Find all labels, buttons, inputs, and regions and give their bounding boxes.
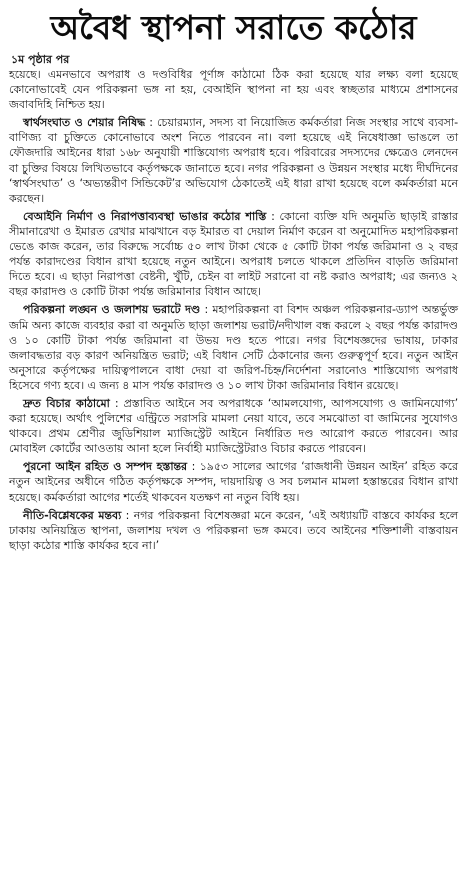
subheading: দ্রুত বিচার কাঠামো [23, 396, 110, 410]
article-paragraph [9, 459, 458, 504]
subheading: পুরনো আইন রহিত ও সম্পদ হস্তান্তর [23, 460, 188, 474]
article-paragraph [9, 67, 458, 112]
continuation-note: ১ম পৃষ্ঠার পর [11, 53, 70, 66]
paragraph-text: হয়েছে। এমনভাবে অপরাধ ও দণ্ডবিধির পূর্ণাঙ্গ কাঠামো ঠিক করা হয়েছে যার লক্ষ্য বলা হয়েছে কোনোভাবেই যেন পরিকল্পনা ভঙ্গ না হয়, বেআইনি স্থাপনা না হয় এবং স্বচ্ছতার মাধ্যমে প্রশাসনের জবাবদিহি নিশ্চিত হয়। [9, 68, 458, 112]
article-paragraph [9, 209, 458, 300]
paragraph-text: : চেয়ারম্যান, সদস্য বা নিয়োজিত কর্মকর্তারা নিজ সংস্থার সাথে ব্যবসা-বাণিজ্য বা চুক্তিতে কোনোভাবে অংশ নিতে পারবেন না। বলা হয়েছে এই নিষেধাজ্ঞা ভাঙলে তা ফৌজদারি আইনের ধারা ১৬৮ অনুযায়ী শাস্তিযোগ্য অপরাধ হবে। পরিবারের সদস্যদের ক্ষেত্রেও লেনদেন বা চুক্তির বিষয়ে লিখিতভাবে কর্তৃপক্ষকে জানাতে হবে। নগর পরিকল্পনা ও উন্নয়ন সংস্থার মধ্যে দীর্ঘদিনের ‘স্বার্থসংঘাত’ ও ‘অভ্যন্তরীণ সিন্ডিকেট’র অভিযোগ ঠেকাতেই এই ধারা রাখা হয়েছে বলে কর্মকর্তারা মনে করছেন। [9, 116, 459, 205]
article-paragraph [9, 396, 458, 456]
paragraph-text: : কোনো ব্যক্তি যদি অনুমতি ছাড়াই রাস্তার সীমানারেখা ও ইমারত রেখার মাঝখানে বড় ইমারত বা দেয়াল নির্মাণ করেন বা অনুমোদিত মহাপরিকল্পনা ভেঙে কাজ করেন, তার বিরুদ্ধে সর্বোচ্চ ৫০ লাখ টাকা থেকে ৫ কোটি টাকা পর্যন্ত জরিমানা ও ২ বছর পর্যন্ত কারাদণ্ডের বিধান রাখা হয়েছে নতুন আইনে। অপরাধ চলতে থাকলে প্রতিদিন বাড়তি জরিমানা দিতে হবে। এ ছাড়া নিরাপত্তা বেষ্টনী, খুঁটি, চেইন বা লাইট সরানো বা নষ্ট করাও অপরাধ; এর জন্যও ২ বছর কারাদণ্ড ও কোটি টাকা পর্যন্ত জরিমানার বিধান আছে। [9, 209, 458, 299]
article-paragraph [9, 115, 458, 206]
paragraph-text: : নগর পরিকল্পনা বিশেষজ্ঞরা মনে করেন, ‘এই অধ্যায়টি বাস্তবে কার্যকর হলে ঢাকায় অনিয়ন্ত্রিত স্থাপনা, জলাশয় দখল ও পরিকল্পনা ভঙ্গ কমবে। তবে আইনের শক্তিশালী বাস্তবায়ন ছাড়া কঠোর শাস্তি কার্যকর হবে না।’ [9, 508, 458, 552]
article-headline: অবৈধ স্থাপনা সরাতে কঠোর [50, 8, 417, 47]
article-paragraph [9, 302, 458, 393]
subheading: বেআইনি নির্মাণ ও নিরাপত্তাব্যবস্থা ভাঙার কঠোর শাস্তি [23, 209, 267, 223]
subheading: স্বার্থসংঘাত ও শেয়ার নিষিদ্ধ [23, 116, 146, 130]
paragraph-text: : ১৯৫৩ সালের আগের ‘রাজধানী উন্নয়ন আইন’ রহিত করে নতুন আইনের অধীনে গঠিত কর্তৃপক্ষকে সম্পদ, দায়দায়িত্ব ও সব চলমান মামলা হস্তান্তরের বিধান রাখা হয়েছে। কর্মকর্তারা আগের শর্তেই থাকবেন যতক্ষণ না নতুন বিধি হয়। [9, 460, 458, 504]
subheading: নীতি-বিশ্লেষকের মন্তব্য [23, 508, 122, 522]
paragraph-text: : প্রস্তাবিত আইনে সব অপরাধকে ‘আমলযোগ্য, আপসযোগ্য ও জামিনযোগ্য’ করা হয়েছে। অর্থাৎ পুলিশের এন্ট্রিতে সরাসরি মামলা নেয়া যাবে, তবে সমঝোতা বা জামিনের সুযোগও থাকবে। প্রথম শ্রেণীর জুডিশিয়াল ম্যাজিস্ট্রেট আইনে নির্ধারিত দণ্ড আরোপ করতে পারবেন। আর মোবাইল কোর্টের আওতায় আনা হলে নির্বাহী ম্যাজিস্ট্রেটরাও বিচার করতে পারবেন। [9, 396, 458, 456]
paragraph-text: : মহাপরিকল্পনা বা বিশদ অঞ্চল পরিকল্পনার-ড্যাপ অন্তর্ভুক্ত জমি অন্য কাজে ব্যবহার করা বা অনুমতি ছাড়া জলাশয় ভরাট/নদীখাল বন্ধ করলে ২ বছর পর্যন্ত কারাদণ্ড ও ১০ কোটি টাকা পর্যন্ত জরিমানা বা উভয় দণ্ড হতে পারে। নগর বিশেষজ্ঞদের ভাষায়, ঢাকার জলাবদ্ধতার বড় কারণ অনিয়ন্ত্রিত ভরাট; এই বিধান সেটি ঠেকানোর জন্য গুরুত্বপূর্ণ হবে। নতুন আইন অনুসারে কর্তৃপক্ষের দায়িত্বপালনে বাধা দেয়া বা জরিপ-চিহ্ন/নির্দেশনা সরানোও শাস্তিযোগ্য অপরাধ হিসেবে গণ্য হবে। এ জন্য ৪ মাস পর্যন্ত কারাদণ্ড ও ১০ লাখ টাকা জরিমানার বিধান রয়েছে। [9, 303, 458, 392]
subheading: পরিকল্পনা লঙ্ঘন ও জলাশয় ভরাটে দণ্ড [23, 303, 201, 317]
article-paragraph [9, 508, 458, 553]
